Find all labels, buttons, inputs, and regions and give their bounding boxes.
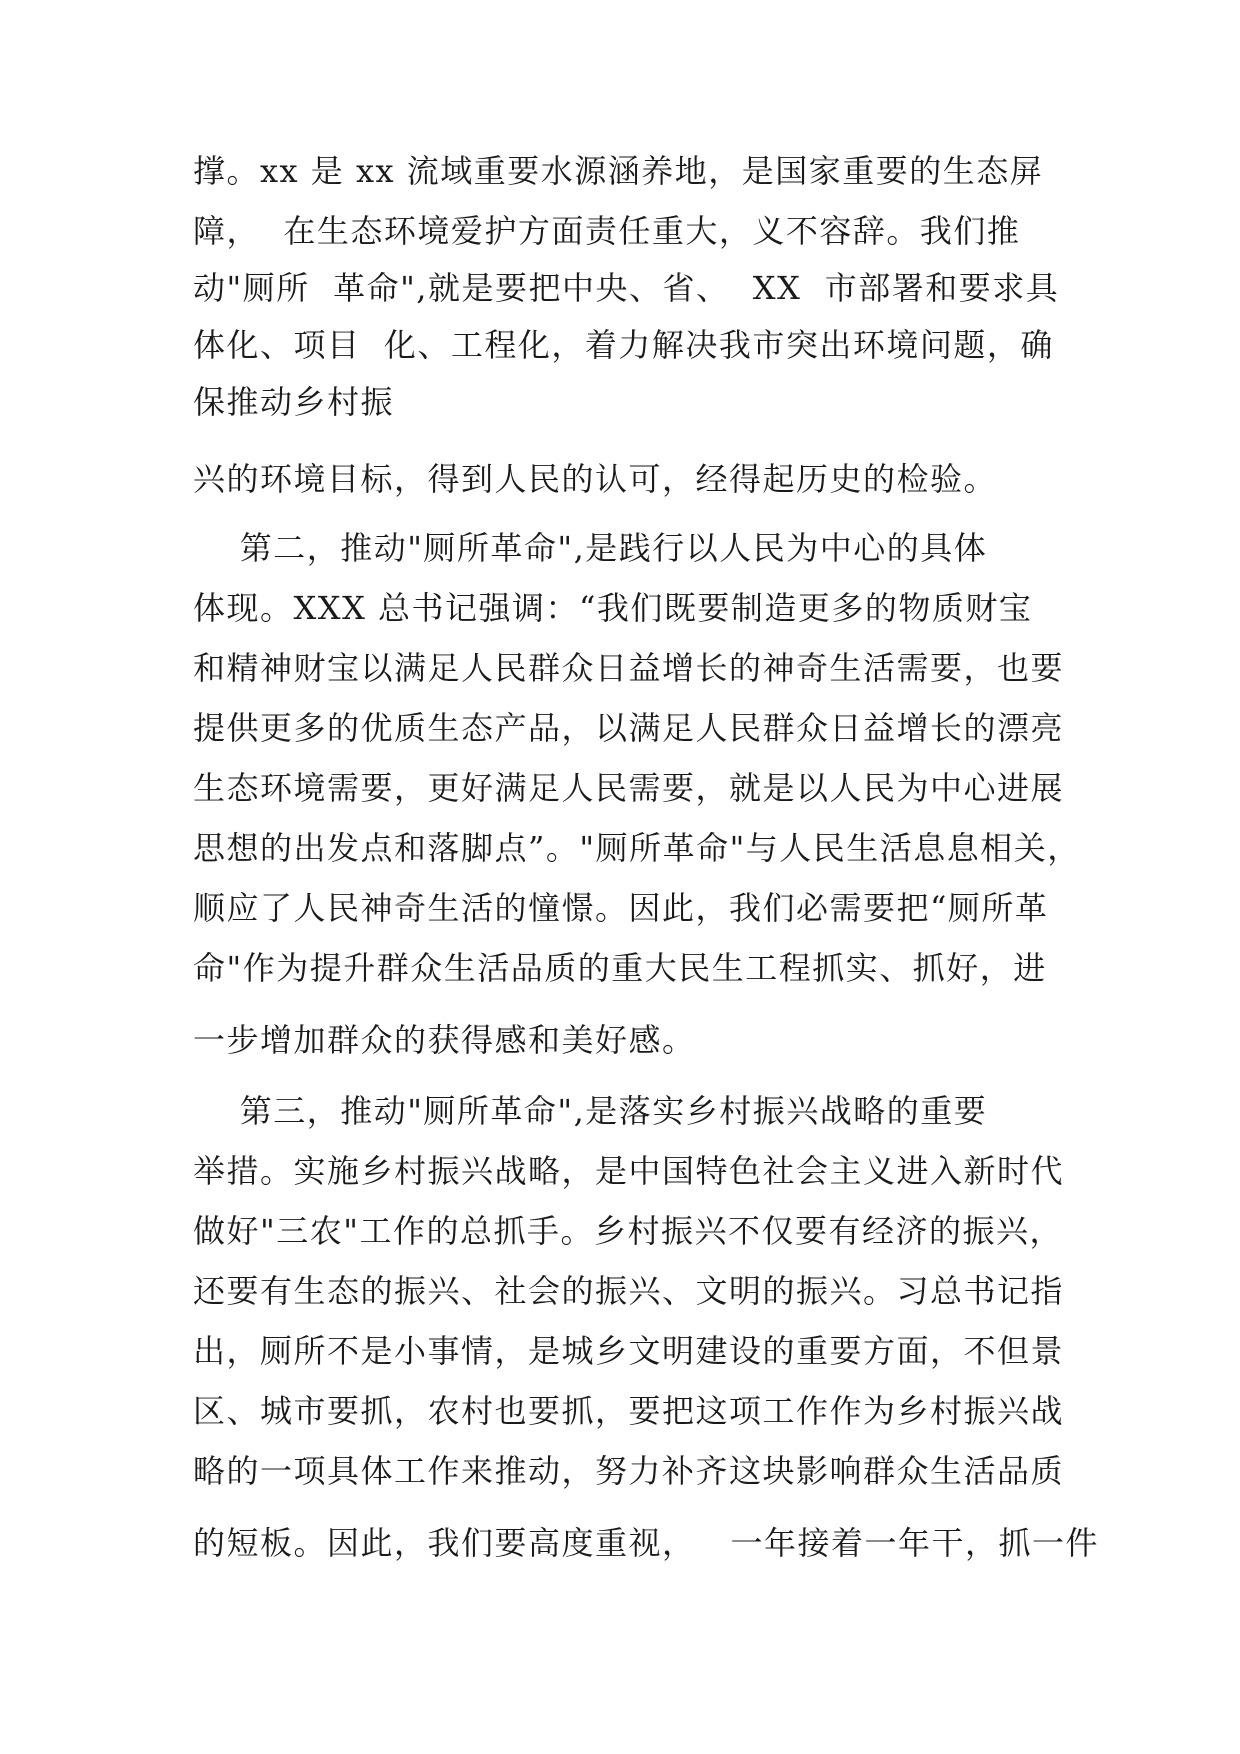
text-line: 思想的出发点和落脚点”。"厕所革命"与人民生活息息相关， [193, 829, 1081, 867]
text-line: 体现。XXX 总书记强调：“我们既要制造更多的物质财宝 [193, 589, 1033, 627]
text-line: 提供更多的优质生态产品，以满足人民群众日益增长的漂亮 [193, 709, 1065, 747]
text-line: 命"作为提升群众生活品质的重大民生工程抓实、抓好，进 [193, 949, 1047, 987]
text-line: 第二，推动"厕所革命",是践行以人民为中心的具体 [193, 529, 988, 567]
text-line: 出，厕所不是小事情，是城乡文明建设的重要方面，不但景 [193, 1332, 1065, 1370]
text-line: 做好"三农"工作的总抓手。乡村振兴不仅要有经济的振兴， [193, 1212, 1063, 1250]
text-line: 还要有生态的振兴、社会的振兴、文明的振兴。习总书记指 [193, 1272, 1065, 1310]
text-line: 兴的环境目标，得到人民的认可，经得起历史的检验。 [193, 460, 998, 498]
text-line: 生态环境需要，更好满足人民需要，就是以人民为中心进展 [193, 769, 1065, 807]
text-line: 区、城市要抓，农村也要抓，要把这项工作作为乡村振兴战 [193, 1392, 1065, 1430]
text-line: 和精神财宝以满足人民群众日益增长的神奇生活需要，也要 [193, 649, 1065, 687]
text-line: 顺应了人民神奇生活的憧憬。因此，我们必需要把“厕所革 [193, 889, 1049, 927]
text-line: 障， 在生态环境爱护方面责任重大，义不容辞。我们推 [193, 212, 1021, 250]
text-line: 动"厕所 革命",就是要把中央、省、 XX 市部署和要求具 [193, 269, 1060, 307]
text-line: 的短板。因此，我们要高度重视， 一年接着一年干，抓一件 [193, 1524, 1100, 1562]
text-line: 一步增加群众的获得感和美好感。 [193, 1021, 696, 1059]
text-line: 第三，推动"厕所革命",是落实乡村振兴战略的重要 [193, 1092, 988, 1130]
text-line: 举措。实施乡村振兴战略，是中国特色社会主义进入新时代 [193, 1152, 1065, 1190]
text-line: 保推动乡村振 [193, 383, 395, 421]
text-line: 体化、项目 化、工程化，着力解决我市突出环境问题，确 [193, 326, 1054, 364]
text-line: 略的一项具体工作来推动，努力补齐这块影响群众生活品质 [193, 1452, 1065, 1490]
text-line: 撑。xx 是 xx 流域重要水源涵养地，是国家重要的生态屏 [193, 152, 1044, 190]
